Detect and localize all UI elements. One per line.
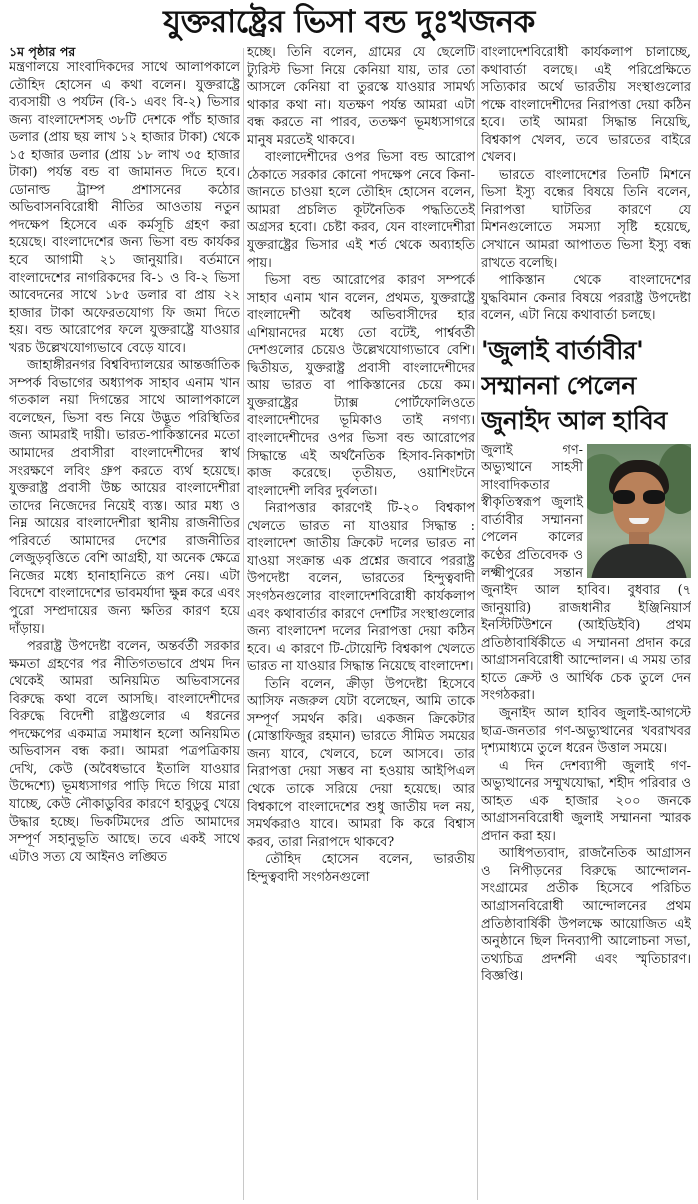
column-divider bbox=[477, 48, 478, 1200]
article-paragraph: পররাষ্ট্র উপদেষ্টা বলেন, অন্তর্বর্তী সরকার ক্ষমতা গ্রহণের পর নীতিগতভাবে প্রথম দিন থেকেই আমরা অনিয়মিত অভিবাসনের বিরুদ্ধে কথা বলে আসছি। বাংলাদেশীদের বিরুদ্ধে বিদেশী রাষ্ট্রগুলোর এ ধরনের পদক্ষেপের একমাত্র সমাধান হলো অনিয়মিত অভিবাসন বন্ধ করা। আমরা পত্রপত্রিকায় দেখি, কেউ (অবৈধভাবে ইতালি যাওয়ার উদ্দেশ্যে) ভূমধ্যসাগর পাড়ি দিতে গিয়ে মারা যাচ্ছে, কেউ নৌকাডুবির কারণে হাবুডুবু খেয়ে উদ্ধার হচ্ছে। ভিকটিমদের প্রতি আমাদের সম্পূর্ণ সহানুভূতি আছে। তবে একই সাথে এটাও সত্য যে আইনও লঙ্ঘিত bbox=[9, 639, 240, 865]
article-column-3 bbox=[481, 44, 691, 1204]
article-column-2 bbox=[247, 44, 475, 1204]
main-headline: যুক্তরাষ্ট্রের ভিসা বন্ড দুঃখজনক bbox=[163, 4, 535, 40]
article-paragraph: হচ্ছে। তিনি বলেন, গ্রামের যে ছেলেটি ট্যুরিস্ট ভিসা নিয়ে কেনিয়া যায়, তার তো আসলে কেনিয়া বা তুরস্কে যাওয়ার সামর্থ্য থাকার কথা না। যতক্ষণ পর্যন্ত আমরা এটা বন্ধ করতে না পারব, ততক্ষণ ভূমধ্যসাগরে মানুষ মরতেই থাকবে। bbox=[247, 45, 475, 148]
article-column-1 bbox=[9, 44, 240, 1204]
story2-paragraph: এ দিন দেশব্যাপী জুলাই গণ-অভ্যুত্থানের সম্মুখযোদ্ধা, শহীদ পরিবার ও আহত এক হাজার ২০০ জনকে আগ্রাসনবিরোধী জুলাই সম্মাননা স্মারক প্রদান করা হয়। bbox=[481, 758, 691, 844]
article-paragraph: জাহাঙ্গীরনগর বিশ্ববিদ্যালয়ের আন্তর্জাতিক সম্পর্ক বিভাগের অধ্যাপক সাহাব এনাম খান গতকাল নয়া দিগন্তের সাথে আলাপকালে বলেছেন, ভিসা বন্ড নিয়ে উদ্ভূত পরিস্থিতির জন্য আমরাই দায়ী। ভারত-পাকিস্তানের মতো আমাদের প্রবাসীরা বাংলাদেশীদের স্বার্থ সংরক্ষণে লবিং গ্রুপ করতে ব্যর্থ হয়েছে। যুক্তরাষ্ট্র প্রবাসী উচ্চ আয়ের বাংলাদেশীরা তাদের নিজেদের নিয়েই ব্যস্ত। আর মধ্য ও নিম্ন আয়ের বাংলাদেশীরা স্থানীয় রাজনীতির পরিবর্তে আমাদের দেশের রাজনীতির লেজুড়বৃত্তিতে বেশি আগ্রহী, যা অনেক ক্ষেত্রে নিজের মধ্যে হানাহানিতে রূপ নেয়। এটা বিদেশে বাংলাদেশের ভাবমর্যাদা ক্ষুন্ন করে এবং পুরো সম্প্রদায়ের জন্য ক্ষতির কারণ হয়ে দাঁড়ায়। bbox=[9, 358, 240, 637]
article-paragraph: মন্ত্রণালয়ে সাংবাদিকদের সাথে আলাপকালে তৌহিদ হোসেন এ কথা বলেন। যুক্তরাষ্ট্রে ব্যবসায়ী ও পর্যটন (বি-১ এবং বি-২) ভিসার জন্য বাংলাদেশসহ ৩৮টি দেশকে পাঁচ হাজার ডলার (প্রায় ছয় লাখ ১২ হাজার টাকা) থেকে ১৫ হাজার ডলার (প্রায় ১৮ লাখ ৩৫ হাজার টাকা) পর্যন্ত বন্ড বা জামানত দিতে হবে। ডোনাল্ড ট্রাম্প প্রশাসনের কঠোর অভিবাসনবিরোধী নীতির আওতায় নতুন পদক্ষেপ হিসেবে এক কর্মসূচি গ্রহণ করা হয়েছে। বাংলাদেশের জন্য ভিসা বন্ড কার্যকর হবে আগামী ২১ জানুয়ারি। বর্তমানে বাংলাদেশের নাগরিকদের বি-১ ও বি-২ ভিসা আবেদনের সাথে ১৮৫ ডলার বা প্রায় ২২ হাজার টাকা অফেরতযোগ্য ফি জমা দিতে হয়। বন্ড আরোপের ফলে যুক্তরাষ্ট্রে যাওয়ার খরচ উল্লেখযোগ্যভাবে বেড়ে যাবে। bbox=[9, 60, 240, 356]
article-paragraph: বাংলাদেশবিরোধী কার্যকলাপ চালাচ্ছে, কথাবার্তা বলছে। এই পরিপ্রেক্ষিতে সত্যিকার অর্থে ভারতীয় সংস্থাগুলোর পক্ষে বাংলাদেশীদের নিরাপত্তা দেয়া কঠিন হবে। তাই আমরা সিদ্ধান্ত নিয়েছি, বিশ্বকাপ খেলব, তবে ভারতের বাইরে খেলব। bbox=[481, 45, 691, 166]
story2-paragraph: জুনাইদ আল হাবিব জুলাই-আগস্টে ছাত্র-জনতার গণ-অভ্যুত্থানের খবরাখবর দৃশ্যমাধ্যমে তুলে ধরেন উত্তাল সময়ে। bbox=[481, 705, 691, 757]
story2-headline-line: জুনাইদ আল হাবিব bbox=[481, 405, 667, 435]
article-paragraph: পাকিস্তান থেকে বাংলাদেশের যুদ্ধবিমান কেনার বিষয়ে পররাষ্ট্র উপদেষ্টা বলেন, এটা নিয়ে কথাবার্তা চলছে। bbox=[481, 273, 691, 324]
article-paragraph: বাংলাদেশীদের ওপর ভিসা বন্ড আরোপ ঠেকাতে সরকার কোনো পদক্ষেপ নেবে কিনা-জানতে চাওয়া হলে তৌহিদ হোসেন বলেন, আমরা প্রচলিত কূটনৈতিক পদ্ধতিতেই অগ্রসর হবো। চেষ্টা করব, যেন বাংলাদেশীরা যুক্তরাষ্ট্রের ভিসার এই শর্ত থেকে অব্যাহতি পায়। bbox=[247, 150, 475, 271]
column-divider bbox=[243, 48, 244, 1200]
portrait-photo bbox=[587, 444, 691, 578]
story2-paragraph: জুলাই গণ-অভ্যুত্থানে সাহসী সাংবাদিকতার স্বীকৃতিস্বরূপ জুলাই বার্তাবীর সম্মাননা পেলেন কালের কণ্ঠের প্রতিবেদক ও লক্ষ্মীপুরের সন্তান জুনাইদ আল হাবিব। বুধবার (৭ জানুয়ারি) রাজধানীর ইঞ্জিনিয়ার্স ইনস্টিটিউশনে (আইডিইবি) প্রথম প্রতিষ্ঠাবার্ষিকীতে এ সম্মাননা প্রদান করে আগ্রাসনবিরোধী আন্দোলন। এ সময় তার হাতে ক্রেস্ট ও আর্থিক চেক তুলে দেন সংগঠকরা। bbox=[481, 442, 691, 704]
story2-headline bbox=[481, 333, 691, 438]
sunglasses-icon bbox=[613, 490, 665, 504]
article-paragraph: নিরাপত্তার কারণেই টি-২০ বিশ্বকাপ খেলতে ভারত না যাওয়ার সিদ্ধান্ত : বাংলাদেশ জাতীয় ক্রিকেট দলের ভারত না যাওয়া সংক্রান্ত এক প্রশ্নের জবাবে পররাষ্ট্র উপদেষ্টা বলেন, ভারতের হিন্দুত্ববাদী সংগঠনগুলোর বাংলাদেশবিরোধী কার্যকলাপ এবং কথাবার্তার কারণে দেশটির সংস্থাগুলোর জন্য বাংলাদেশ দলের নিরাপত্তা দেয়া কঠিন হবে। এ কারণে টি-টোয়েন্টি বিশ্বকাপ খেলতে ভারত না যাওয়ার সিদ্ধান্ত নিয়েছে বাংলাদেশ। bbox=[247, 501, 475, 675]
article-paragraph: ভারতে বাংলাদেশের তিনটি মিশনে ভিসা ইস্যু বন্ধের বিষয়ে তিনি বলেন, নিরাপত্তা ঘাটতির কারণে যে মিশনগুলোতে সমস্যা সৃষ্টি হয়েছে, সেখানে আমরা আপাতত ভিসা ইস্যু বন্ধ রাখতে বলেছি। bbox=[481, 167, 691, 271]
story2-headline-line: 'জুলাই বার্তাবীর' bbox=[481, 335, 644, 365]
continuation-label: ১ম পৃষ্ঠার পর bbox=[9, 44, 76, 59]
article-paragraph: তিনি বলেন, ক্রীড়া উপদেষ্টা হিসেবে আসিফ নজরুল যেটা বলেছেন, আমি তাকে সম্পূর্ণ সমর্থন করি। একজন ক্রিকেটার (মোস্তাফিজুর রহমান) ভারতে সীমিত সময়ের জন্য যাবে, খেলবে, চলে আসবে। তার নিরাপত্তা দেয়া সম্ভব না হওয়ায় আইপিএল থেকে তাকে সরিয়ে দেয়া হয়েছে। আর বিশ্বকাপে বাংলাদেশের শুধু জাতীয় দল নয়, সমর্থকরাও যাবে। আমরা কি করে বিশ্বাস করব, তারা নিরাপদে থাকবে? bbox=[247, 676, 475, 850]
article-paragraph: তৌহিদ হোসেন বলেন, ভারতীয় হিন্দুত্ববাদী সংগঠনগুলো bbox=[247, 852, 475, 885]
story2-paragraph: আধিপত্যবাদ, রাজনৈতিক আগ্রাসন ও নিপীড়নের বিরুদ্ধে আন্দোলন-সংগ্রামের প্রতীক হিসেবে পরিচিত আগ্রাসনবিরোধী আন্দোলনের প্রথম প্রতিষ্ঠাবার্ষিকী উপলক্ষে আয়োজিত এই অনুষ্ঠানে ছিল দিনব্যাপী আলোচনা সভা, তথ্যচিত্র প্রদর্শনী এবং স্মৃতিচারণ। বিজ্ঞপ্তি। bbox=[481, 846, 691, 985]
article-paragraph: ভিসা বন্ড আরোপের কারণ সম্পর্কে সাহাব এনাম খান বলেন, প্রথমত, যুক্তরাষ্ট্রে বাংলাদেশী অবৈধ অভিবাসীদের হার এশিয়ানদের মধ্যে তো বটেই, পার্শ্ববর্তী দেশগুলোর চেয়েও উল্লেখযোগ্যভাবে বেশি। দ্বিতীয়ত, যুক্তরাষ্ট্র প্রবাসী বাংলাদেশীদের আয় ভারত বা পাকিস্তানের চেয়ে কম। যুক্তরাষ্ট্রের ট্যাক্স পোর্টফোলিওতে বাংলাদেশীদের ভূমিকাও তাই নগণ্য। বাংলাদেশীদের ওপর ভিসা বন্ড আরোপের সিদ্ধান্তে এই অর্থনৈতিক হিসাব-নিকাশটা কাজ করেছে। তৃতীয়ত, ওয়াশিংটনে বাংলাদেশী লবির দুর্বলতা। bbox=[247, 273, 475, 499]
story2-headline-line: সম্মাননা পেলেন bbox=[481, 370, 636, 400]
